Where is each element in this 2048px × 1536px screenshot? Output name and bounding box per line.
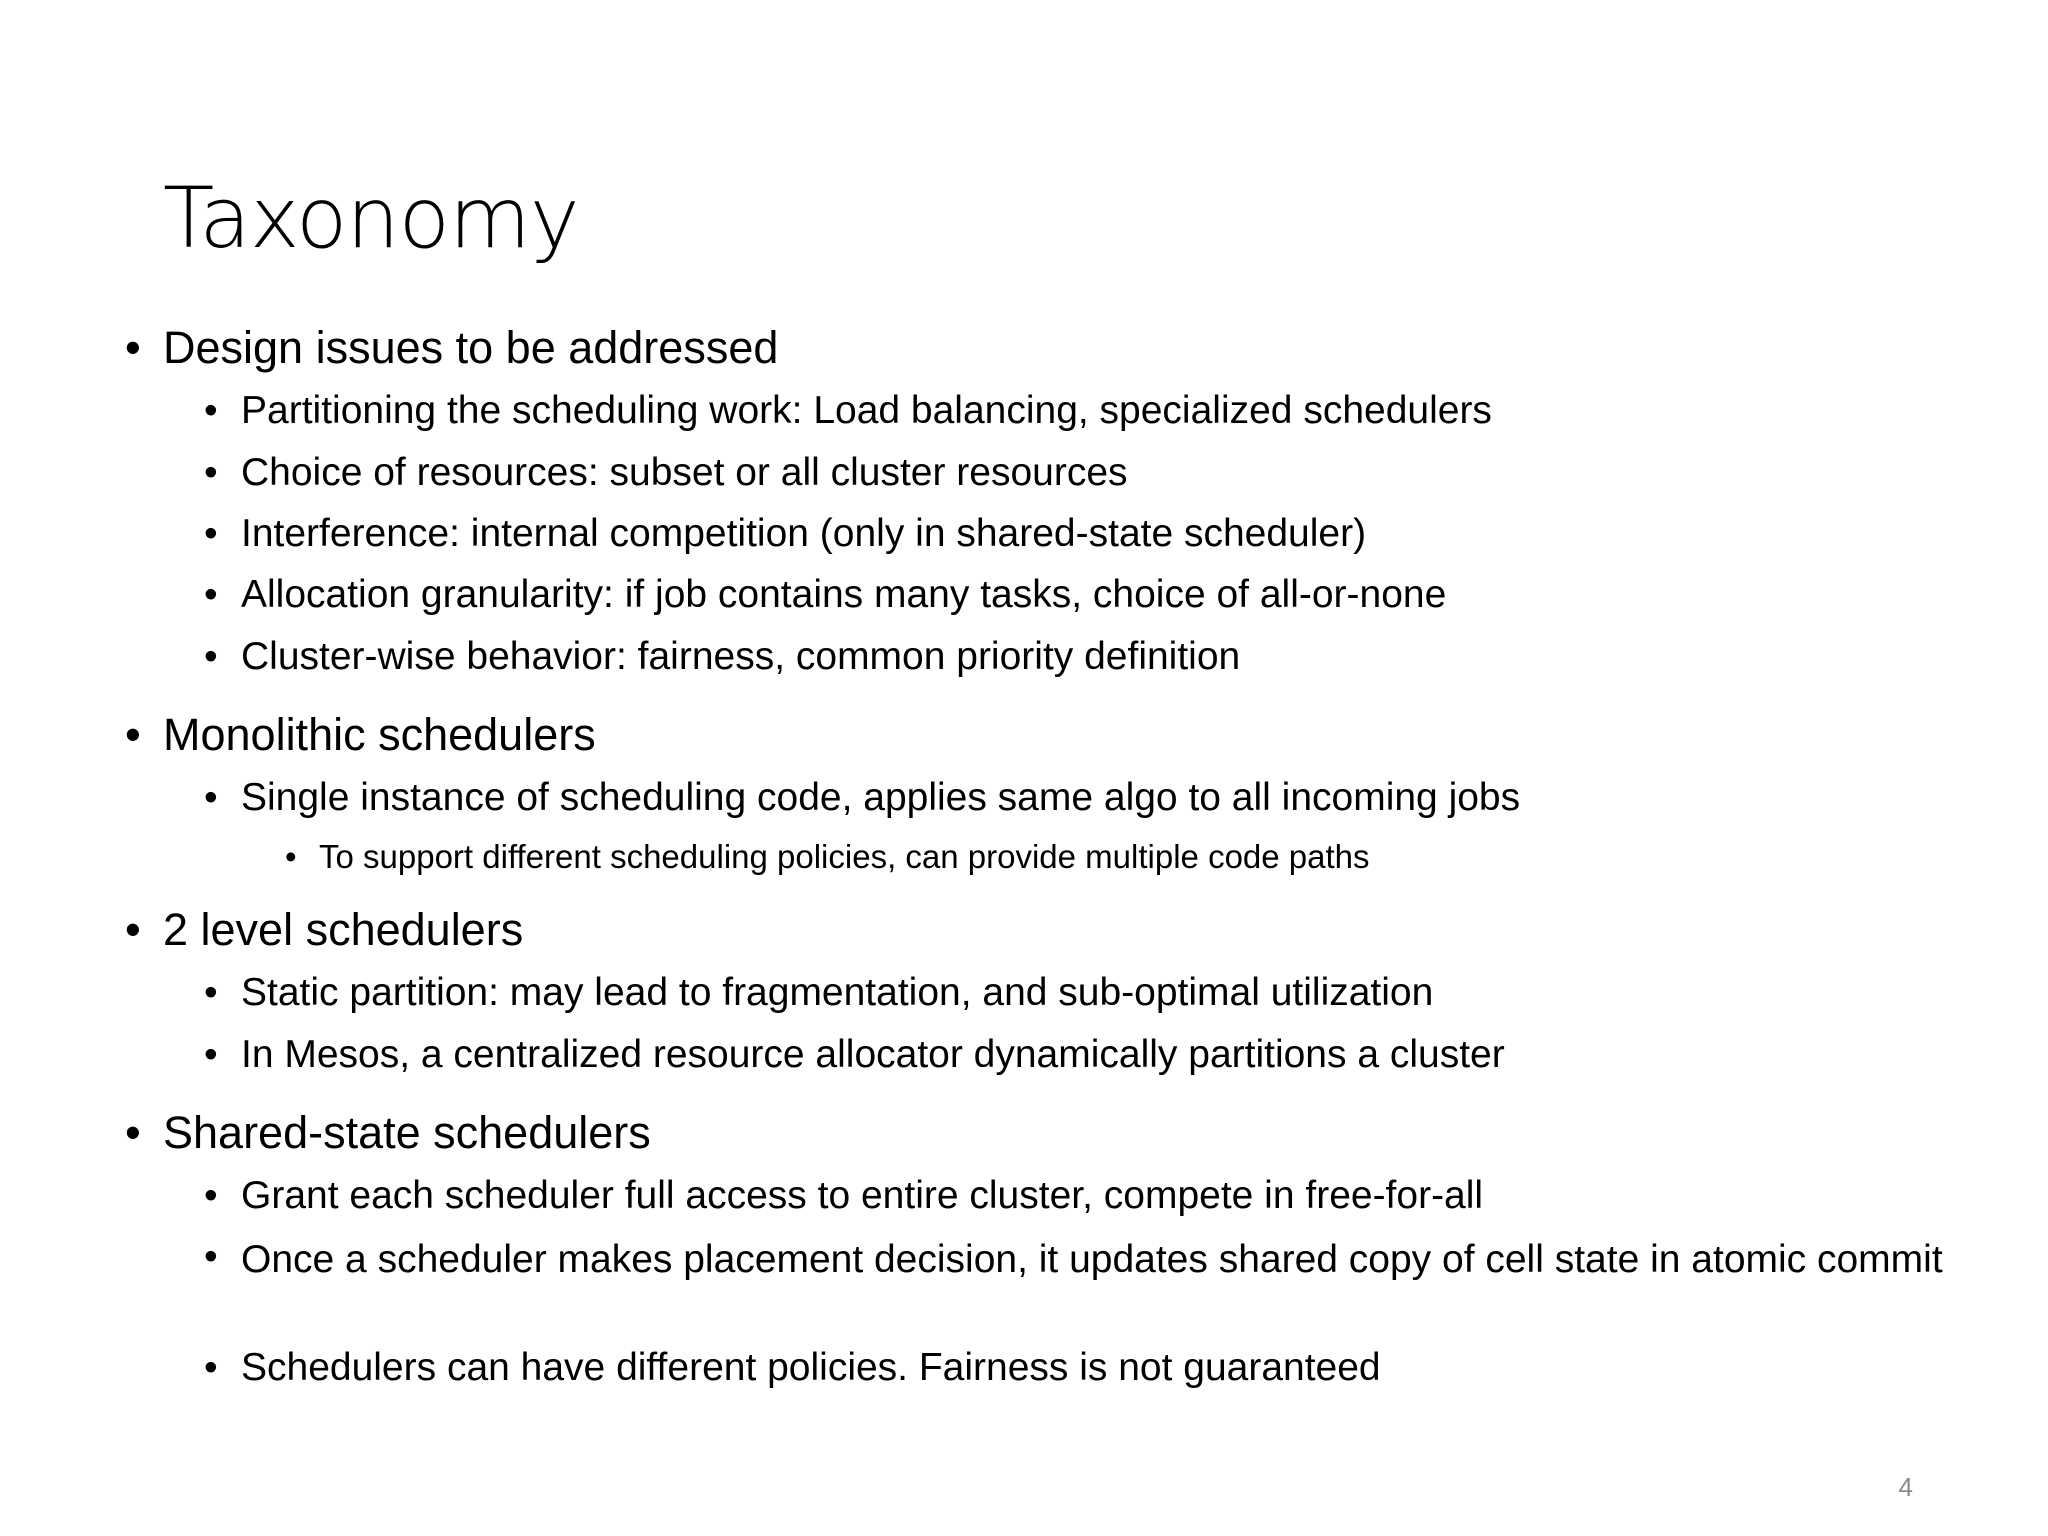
- bullet-icon: •: [204, 1346, 218, 1389]
- bullet-level2: [204, 1235, 1991, 1285]
- bullet-text: Design issues to be addressed: [163, 322, 779, 373]
- bullet-level2: [204, 1033, 1505, 1077]
- bullet-text: Partitioning the scheduling work: Load balancing, specialized schedulers: [241, 389, 1492, 432]
- bullet-text: To support different scheduling policies, can provide multiple code paths: [319, 838, 1370, 875]
- bullet-icon: •: [204, 451, 218, 494]
- bullet-level2: [204, 573, 1447, 617]
- bullet-icon: •: [125, 709, 141, 760]
- bullet-icon: •: [204, 1174, 218, 1217]
- bullet-level2: [204, 512, 1367, 556]
- bullet-text: 2 level schedulers: [163, 904, 524, 955]
- bullet-text: Static partition: may lead to fragmentation, and sub-optimal utilization: [241, 971, 1434, 1014]
- bullet-text: In Mesos, a centralized resource allocator dynamically partitions a cluster: [241, 1033, 1505, 1076]
- bullet-level1-monolithic: [125, 709, 596, 761]
- bullet-level2: [204, 776, 1521, 820]
- bullet-icon: •: [125, 904, 141, 955]
- bullet-level2: [204, 1174, 1484, 1218]
- bullet-icon: •: [204, 971, 218, 1014]
- bullet-icon: •: [125, 1107, 141, 1158]
- bullet-text: Shared-state schedulers: [163, 1107, 651, 1158]
- bullet-icon: •: [204, 512, 218, 555]
- bullet-level2: [204, 389, 1492, 433]
- bullet-level3: [285, 838, 1370, 876]
- bullet-text: Once a scheduler makes placement decision, it updates shared copy of cell state in atomic commit: [241, 1238, 1943, 1281]
- bullet-level1-design-issues: [125, 322, 779, 374]
- bullet-level2: [204, 635, 1241, 679]
- bullet-icon: •: [204, 776, 218, 819]
- bullet-text: Grant each scheduler full access to entire cluster, compete in free-for-all: [241, 1174, 1484, 1217]
- bullet-level1-shared-state: [125, 1107, 651, 1159]
- bullet-level2: [204, 451, 1128, 495]
- bullet-icon: •: [125, 322, 141, 373]
- bullet-icon: •: [204, 635, 218, 678]
- bullet-icon: •: [204, 389, 218, 432]
- bullet-level1-two-level: [125, 904, 524, 956]
- bullet-level2: [204, 1346, 1381, 1390]
- slide-title: Taxonomy: [163, 169, 579, 267]
- bullet-text: Schedulers can have different policies. Fairness is not guaranteed: [241, 1346, 1381, 1389]
- bullet-icon: •: [285, 838, 297, 875]
- bullet-text: Choice of resources: subset or all cluster resources: [241, 451, 1128, 494]
- bullet-level2: [204, 971, 1434, 1015]
- bullet-icon: •: [204, 1033, 218, 1076]
- bullet-text: Single instance of scheduling code, applies same algo to all incoming jobs: [241, 776, 1521, 819]
- bullet-text: Interference: internal competition (only in shared-state scheduler): [241, 512, 1367, 555]
- bullet-text: Allocation granularity: if job contains many tasks, choice of all-or-none: [241, 573, 1447, 616]
- page-number: 4: [1898, 1472, 1913, 1502]
- bullet-text: Cluster-wise behavior: fairness, common priority definition: [241, 635, 1241, 678]
- bullet-icon: •: [204, 1235, 218, 1278]
- bullet-text: Monolithic schedulers: [163, 709, 596, 760]
- bullet-icon: •: [204, 573, 218, 616]
